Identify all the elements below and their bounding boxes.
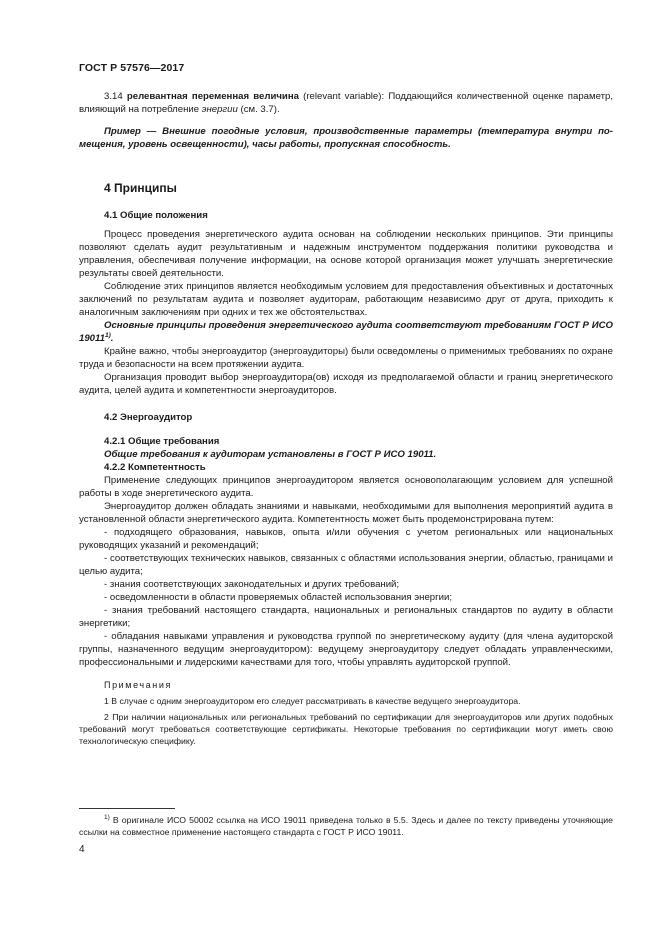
list-item: - обладания навыками управления и руководства группой по энергетическому аудиту (для члена аудиторской группы, назначенного ведущим энергоаудитором): ведущему энергоаудитору следует обладать управленческими, профессиональными и лидерскими качествами для того, чтобы управлять аудиторской группой. [79, 631, 613, 668]
list-item: - осведомленности в области проверяемых областей использования энергии; [104, 592, 452, 603]
section-4-1-paragraph-4: Крайне важно, чтобы энергоаудитор (энергоаудиторы) были осведомлены о применимых требованиях по охране труда и безопасности на всем протяжении аудита. [79, 346, 613, 370]
section-4-heading: 4 Принципы [104, 181, 177, 195]
term-definition-pre: Поддающийся количественной оценке параметр, влияющий на потребление [79, 91, 614, 115]
paragraph-end: . [110, 333, 114, 344]
term-3-14 [79, 90, 613, 116]
competence-list [79, 526, 613, 669]
notes-title: Примечания [104, 680, 172, 690]
section-4-2-1-heading: 4.2.1 Общие требования [104, 436, 220, 447]
term-definition-post: (см. 3.7). [240, 104, 280, 115]
section-4-2-heading: 4.2 Энергоаудитор [104, 412, 193, 423]
example-paragraph: Пример — Внешние погодные условия, производственные параметры (температура внутри помещения, уровень освещенности), часы работы, пропускная способность. [79, 126, 613, 150]
section-4-1-paragraph-5: Организация проводит выбор энергоаудитора(ов) исходя из предполагаемой области и границ энергетического аудита, целей аудита и компетентности энергоаудиторов. [79, 372, 613, 396]
section-4-1-paragraph-3 [79, 319, 613, 345]
list-item: - знания требований настоящего стандарта, национальных и региональных стандартов по аудиту в области энергетики; [79, 605, 613, 629]
term-english: (relevant variable): [303, 91, 385, 102]
section-4-1-heading: 4.1 Общие положения [104, 210, 208, 221]
section-4-1-paragraph-2: Соблюдение этих принципов является необходимым условием для предоставления объективных и достаточных заключений по результатам аудита и позволяет аудиторам, работающим независимо друг от друга, приходить к аналогичным заключениям при одних и тех же обстоятельствах. [79, 281, 613, 318]
footnote-divider [79, 808, 175, 809]
list-item: - подходящего образования, навыков, опыта и/или обучения с учетом региональных или национальных руководящих указаний и рекомендаций; [79, 527, 613, 551]
section-4-2-2-paragraph-1: Применение следующих принципов энергоаудитором является основополагающим условием для успешной работы в ходе энергетического аудита. [79, 475, 613, 499]
page-number: 4 [79, 844, 85, 855]
term-definition-italic: энергии [201, 104, 238, 115]
page-content [79, 90, 613, 747]
footnote [79, 814, 613, 838]
term-number: 3.14 [104, 91, 123, 102]
section-4-2-2-heading: 4.2.2 Компетентность [104, 462, 206, 473]
footnote-ref: 1) [104, 332, 111, 339]
list-item: - соответствующих технических навыков, связанных с областями использования энергии, областью, границами и целью аудита; [79, 553, 613, 577]
document-header: ГОСТ Р 57576—2017 [79, 62, 185, 74]
note-1: 1 В случае с одним энергоаудитором его следует рассматривать в качестве ведущего энергоаудитора. [104, 696, 521, 706]
section-4-2-2-paragraph-2: Энергоаудитор должен обладать знаниями и навыками, необходимыми для выполнения мероприятий аудита в установленной области энергетического аудита. Компетентность может быть продемонстрирована путем: [79, 501, 613, 525]
section-4-1-paragraph-1: Процесс проведения энергетического аудита основан на соблюдении нескольких принципов. Эти принципы позволяют сделать аудит результативным и надежным инструментом поддержания политики руководства и управления, обеспечивая получение информации, на основе которой организация может улучшать энергетические результаты своей деятельности. [79, 229, 613, 279]
principles-text: Основные принципы проведения энергетического аудита соответствуют требованиям ГОСТ Р ИСО 19011 [79, 320, 613, 344]
note-2: 2 При наличии национальных или региональных требований по сертификации для энергоаудиторов или других подобных требований могут требоваться соответствующие сертификаты. Некоторые требования по сертификации могут иметь свою технологическую специфику. [79, 712, 613, 746]
term-name: релевантная переменная величина [126, 91, 299, 102]
footnote-marker: 1) [104, 814, 110, 821]
footnote-text: В оригинале ИСО 50002 ссылка на ИСО 19011 приведена только в 5.5. Здесь и далее по тексту приведены уточняющие ссылки на совместное применение настоящего стандарта с ГОСТ Р ИСО 19011. [79, 815, 613, 837]
section-4-2-1-text: Общие требования к аудиторам установлены в ГОСТ Р ИСО 19011. [104, 449, 437, 460]
list-item: - знания соответствующих законодательных и других требований; [104, 579, 400, 590]
